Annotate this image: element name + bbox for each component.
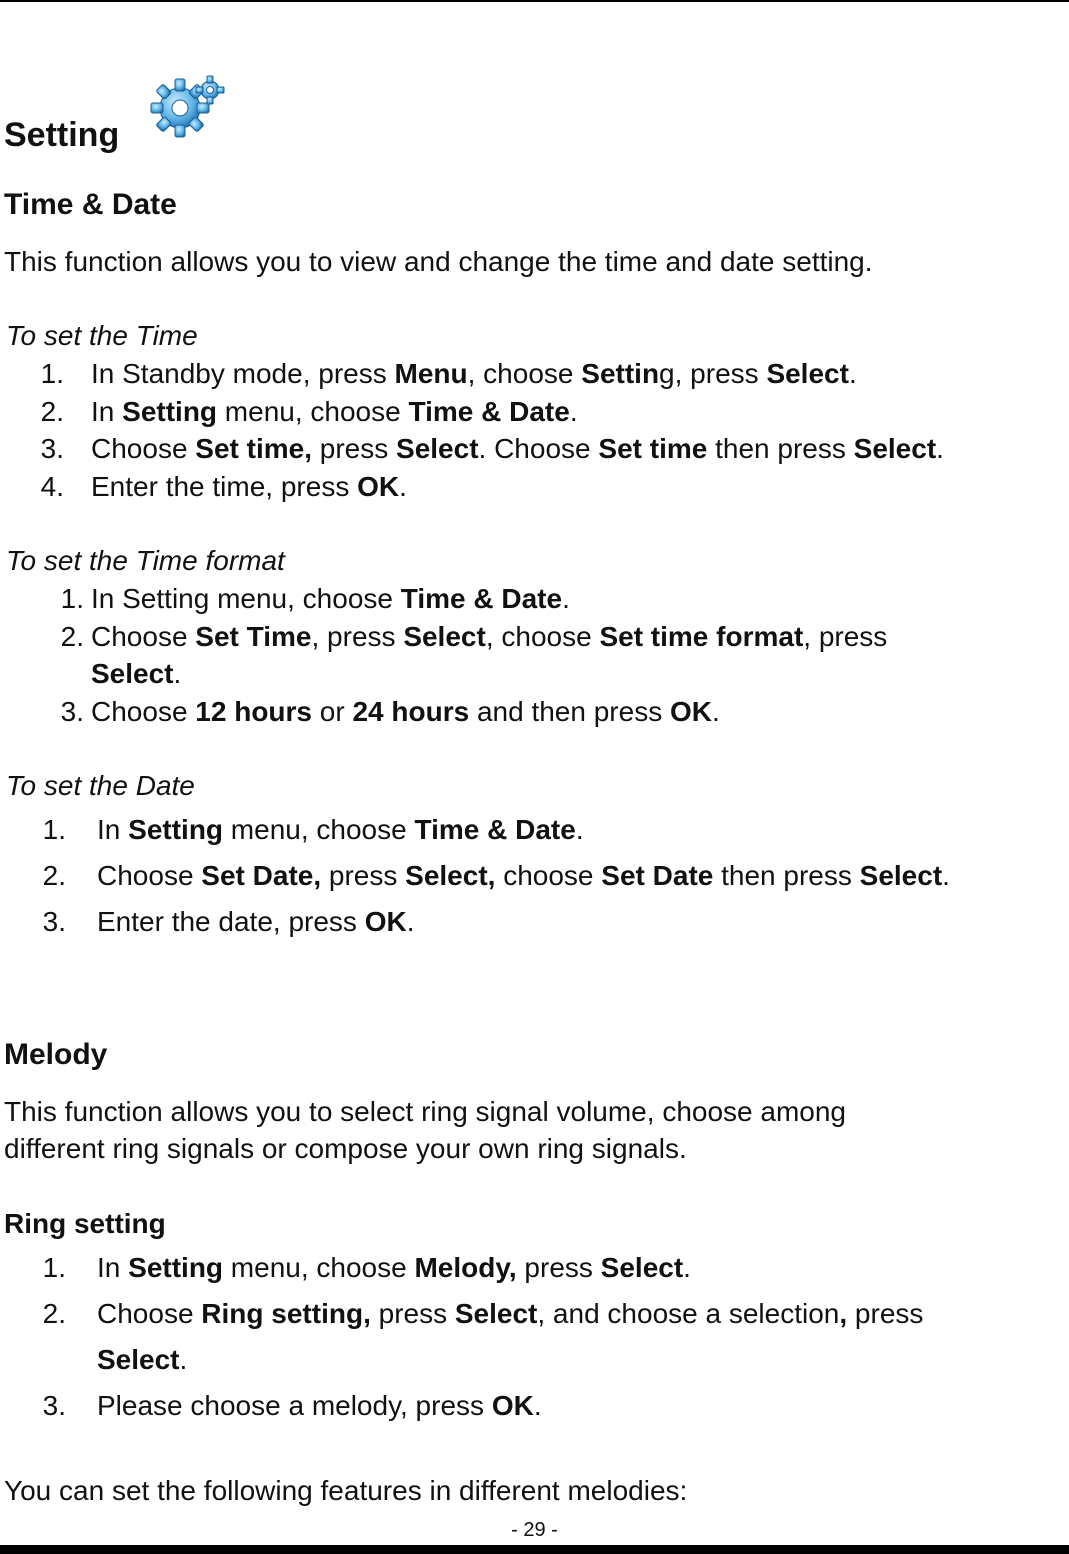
bottom-rule <box>0 1545 1069 1554</box>
bold-term: , <box>839 1298 848 1329</box>
step-run: Choose <box>97 1298 202 1329</box>
time-date-intro: This function allows you to view and change the time and date setting. <box>4 246 873 277</box>
step-run: , and choose a selection <box>537 1298 840 1329</box>
bold-term: Menu <box>394 358 468 389</box>
bold-term: Time & Date <box>400 583 563 614</box>
step-run: , choose <box>467 358 582 389</box>
step-run: Enter the time, press <box>91 470 358 502</box>
subheading-set-time-format: To set the Time format <box>6 545 285 576</box>
bold-term: Settin <box>581 358 660 389</box>
bold-term: Select <box>403 620 486 652</box>
step-run: . <box>683 1252 691 1283</box>
bold-term: OK <box>357 470 400 502</box>
step-run: menu, choose <box>223 1252 415 1283</box>
subheading-set-date: To set the Date <box>6 770 195 801</box>
bold-term: Setting <box>122 395 218 427</box>
step-text <box>91 583 570 615</box>
page-number: - 29 - <box>511 1519 558 1541</box>
step-text <box>97 814 584 846</box>
step-text <box>91 396 578 428</box>
step-run: or <box>312 695 353 727</box>
section-heading-time-date: Time & Date <box>4 188 177 221</box>
bold-term: Select, <box>405 860 496 891</box>
step-text <box>97 860 950 892</box>
step-run: , choose <box>485 620 600 652</box>
step-run: press <box>370 1298 455 1329</box>
subheading-ring-setting: Ring setting <box>4 1208 166 1239</box>
step-number: 1. <box>60 583 84 614</box>
subheading-set-time: To set the Time <box>6 320 198 351</box>
bold-term: Setting <box>128 1252 224 1283</box>
step-text <box>91 433 944 465</box>
bold-term: Set time <box>598 433 708 464</box>
bold-term: Select <box>454 1298 538 1329</box>
step-number: 1. <box>42 814 66 845</box>
bold-term: Melody, <box>414 1252 517 1283</box>
bold-term: 24 hours <box>352 695 470 727</box>
step-text <box>91 471 407 503</box>
step-run: In <box>97 1252 129 1283</box>
step-run: . <box>569 395 578 427</box>
step-run: . <box>936 433 944 464</box>
bold-term: Select <box>766 358 849 389</box>
step-text <box>97 906 415 938</box>
step-text <box>91 658 181 690</box>
bold-term: OK <box>491 1390 534 1421</box>
page-title: Setting <box>4 116 120 154</box>
melody-closing: You can set the following features in different melodies: <box>4 1475 688 1506</box>
step-run: . <box>562 583 570 614</box>
step-text <box>91 696 720 728</box>
step-number: 2. <box>60 620 84 652</box>
step-text <box>97 1252 691 1284</box>
step-run: press <box>847 1298 924 1329</box>
step-run: In Standby mode, press <box>91 358 395 389</box>
step-run: . <box>575 814 584 845</box>
step-text <box>97 1390 542 1422</box>
step-run: . <box>711 695 720 727</box>
step-run: In <box>97 814 129 845</box>
step-run: menu, choose <box>223 814 415 845</box>
bold-term: OK <box>669 695 712 727</box>
step-number: 1. <box>40 358 64 389</box>
step-run: In <box>91 395 123 427</box>
step-run: Choose <box>91 695 196 727</box>
step-run: . <box>173 658 182 689</box>
top-rule <box>0 0 1069 2</box>
bold-term: Select <box>600 1252 684 1283</box>
step-run: Choose <box>91 620 196 652</box>
step-run: and then press <box>469 695 670 727</box>
step-run: Choose <box>97 860 202 891</box>
step-run: press <box>312 433 397 464</box>
bold-term: Select <box>396 433 479 464</box>
step-text <box>91 621 887 653</box>
step-run: . <box>406 906 415 937</box>
bold-term: Ring setting, <box>201 1298 371 1329</box>
step-run: . <box>848 358 857 389</box>
step-number: 4. <box>40 470 64 502</box>
bold-term: Select <box>853 433 937 464</box>
step-text <box>97 1298 923 1330</box>
step-number: 2. <box>42 860 66 891</box>
step-run: Please choose a melody, press <box>97 1390 492 1421</box>
step-text <box>91 358 857 390</box>
bold-term: Set Time <box>195 620 312 652</box>
bold-term: Time & Date <box>414 814 576 845</box>
bold-term: Time & Date <box>408 395 570 427</box>
step-run: press <box>516 1252 601 1283</box>
step-text <box>97 1344 187 1376</box>
step-run: press <box>321 860 406 891</box>
step-run: Choose <box>91 433 196 464</box>
melody-intro-line1: This function allows you to select ring signal volume, choose among <box>4 1096 846 1127</box>
step-number: 3. <box>60 695 84 727</box>
step-run: menu, choose <box>217 395 409 427</box>
step-run: choose <box>495 860 602 891</box>
bold-term: Setting <box>128 814 224 845</box>
step-number: 2. <box>40 395 64 427</box>
step-number: 2. <box>42 1298 66 1329</box>
step-run: In Setting menu, choose <box>91 583 401 614</box>
step-run: . <box>179 1344 188 1375</box>
step-number: 1. <box>42 1252 66 1283</box>
gear-icon <box>146 68 228 140</box>
step-run: then press <box>707 433 854 464</box>
step-run: g, press <box>659 358 767 389</box>
step-run: then press <box>713 860 860 891</box>
step-run: . Choose <box>478 433 599 464</box>
bold-term: Select <box>91 658 174 689</box>
bold-term: Set time format <box>599 620 804 652</box>
melody-intro-line2: different ring signals or compose your own ring signals. <box>4 1133 687 1164</box>
step-run: . <box>533 1390 542 1421</box>
bold-term: OK <box>364 906 407 937</box>
bold-term: 12 hours <box>195 695 312 727</box>
step-number: 3. <box>40 433 64 464</box>
step-number: 3. <box>42 1390 66 1421</box>
bold-term: Select <box>859 860 943 891</box>
step-run: . <box>942 860 950 891</box>
bold-term: Set Date <box>601 860 714 891</box>
section-heading-melody: Melody <box>4 1038 108 1071</box>
step-run: , press <box>803 620 888 652</box>
step-run: . <box>399 470 407 502</box>
step-run: Enter the date, press <box>97 906 365 937</box>
step-run: , press <box>311 620 404 652</box>
bold-term: Set time, <box>195 433 312 464</box>
step-number: 3. <box>42 906 66 937</box>
bold-term: Select <box>97 1344 180 1375</box>
bold-term: Set Date, <box>201 860 322 891</box>
